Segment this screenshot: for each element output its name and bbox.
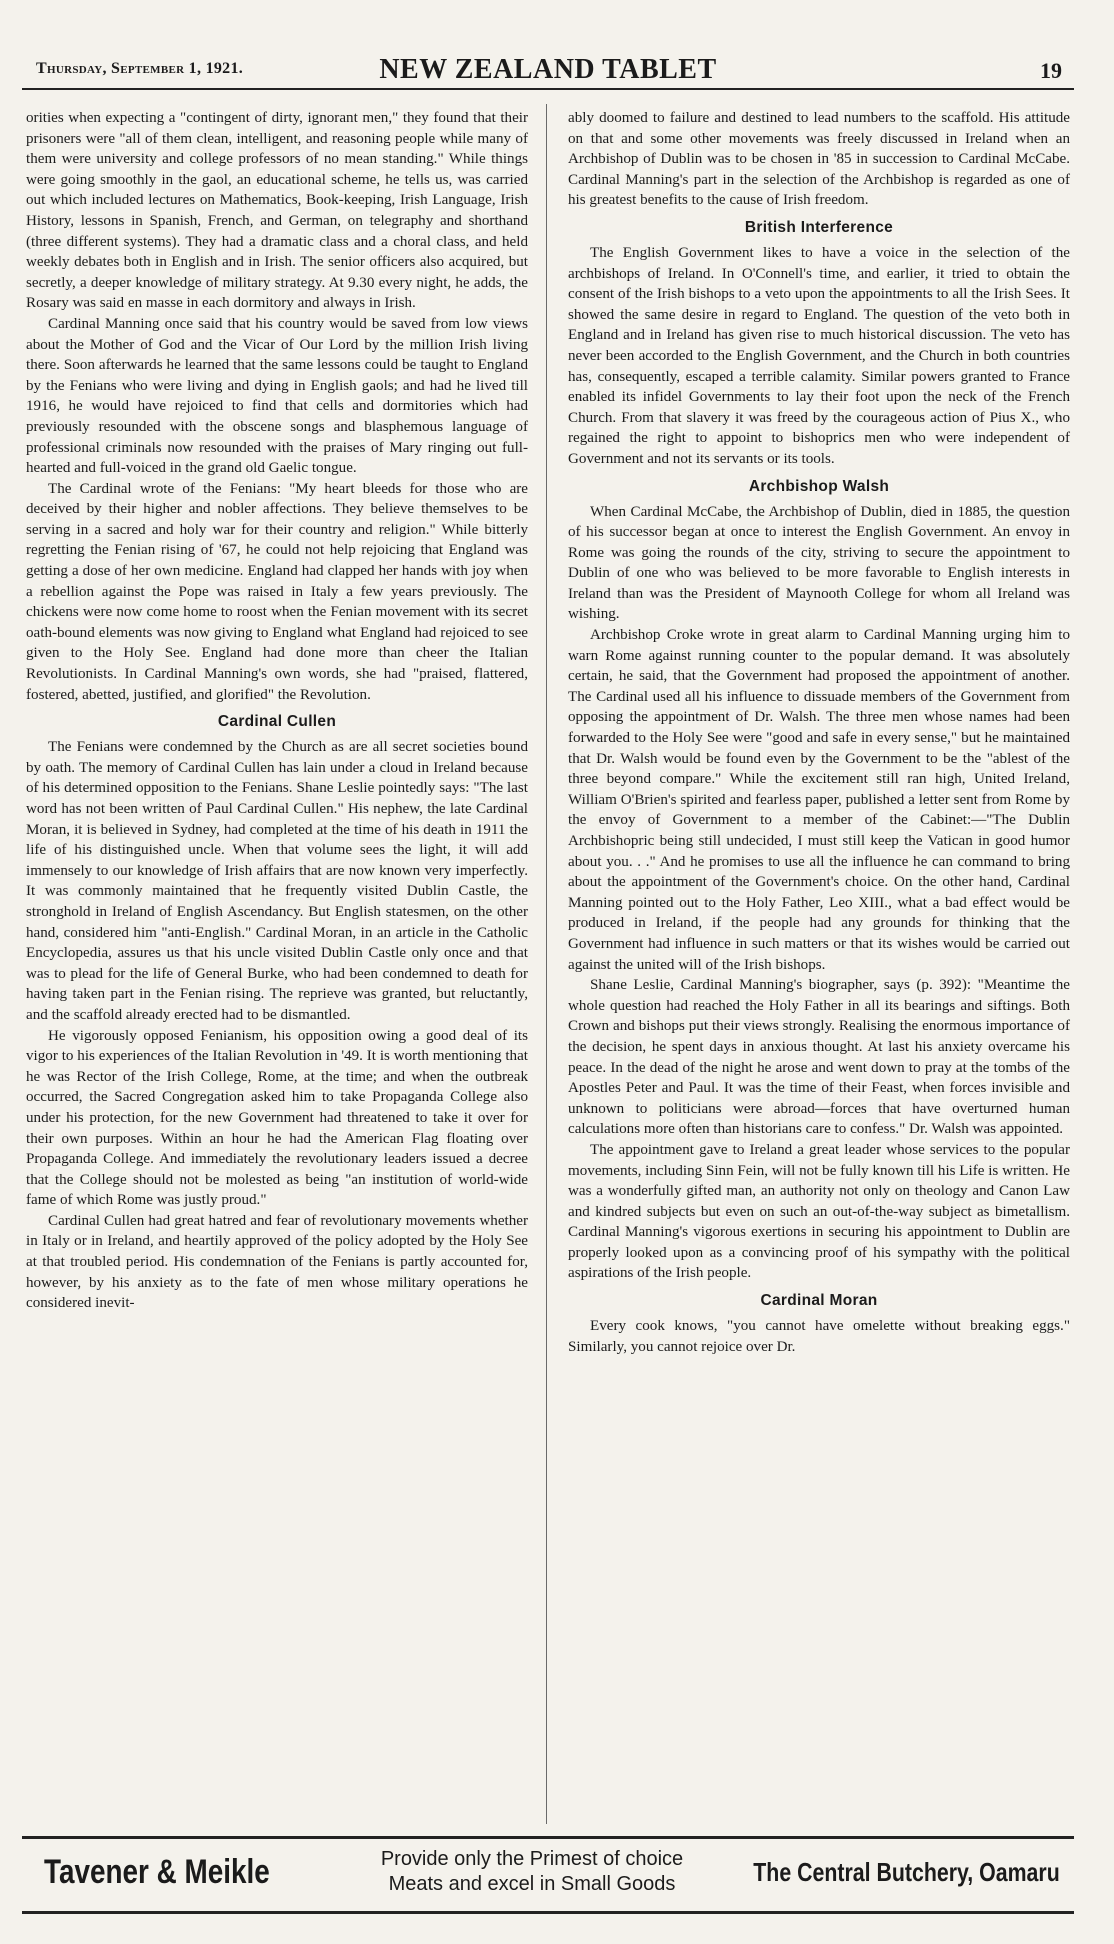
paragraph: Cardinal Manning once said that his country would be saved from low views about the Mother of God and the Vicar of Our Lord by the million Irish living there. Soon afterwards he learned that the same lessons could be taught to England by the Fenians who were living and dying in English gaols; and had he lived till 1916, he would have rejoiced to find that cells and dormitories which had previously resounded with the obscene songs and blasphemous language of professional criminals now resounded with the praises of Mary ringing out full-hearted and full-voiced in the grand old Gaelic tongue. bbox=[26, 315, 528, 477]
masthead bbox=[22, 54, 1074, 90]
section-heading-archbishop-walsh: Archbishop Walsh bbox=[748, 477, 890, 495]
paragraph: The Cardinal wrote of the Fenians: "My heart bleeds for those who are deceived by their higher and nobler affections. They believe themselves to be serving in a sacred and holy war for their country and religion." While bitterly regretting the Fenian rising of '67, he could not help rejoicing that England was getting a dose of her own medicine. England had clapped her hands with joy when a rebellion against the Pope was raised in Italy a few years previously. The chickens were now come home to roost when the Fenian movement with its secret oath-bound elements was now giving to England what England had rejoiced to see given to the Holy See. England had done more than cheer the Italian Revolutionists. In Cardinal Manning's own words, she had "praised, flattered, fostered, abetted, justified, and glorified" the Revolution. bbox=[26, 480, 528, 703]
paragraph: ably doomed to failure and destined to lead numbers to the scaffold. His attitude on that and some other movements was freely discussed in Ireland when an Archbishop of Dublin was to be chosen in '85 in succession to Cardinal McCabe. Cardinal Manning's part in the selection of the Archbishop is regarded as one of his greatest benefits to the cause of Irish freedom. bbox=[568, 110, 1070, 209]
issue-date: Thursday, September 1, 1921. bbox=[36, 60, 244, 77]
advertiser-name: Tavener & Meikle bbox=[44, 1853, 270, 1891]
slogan-line-1: Provide only the Primest of choice bbox=[380, 1848, 684, 1870]
section-heading-cardinal-cullen: Cardinal Cullen bbox=[217, 713, 337, 731]
paragraph: Archbishop Croke wrote in great alarm to Cardinal Manning urging him to warn Rome against running counter to the popular demand. It was absolutely certain, he said, that the Government had proposed the appointment of another. The Cardinal used all his influence to dissuade members of the Government from opposing the appointment of Dr. Walsh. The three men whose names had been forwarded to the Holy See were "good and safe in every sense," but he maintained that Dr. Walsh would be found even by the Government to be the "ablest of the three beyond compare." While the excitement still ran high, United Ireland, William O'Brien's spirited and fearless paper, published a letter sent from Rome by the envoy of Government to a member of the Cabinet:—"The Dublin Archbishopric being still undecided, I must still keep the Vatican in good humor about you. . ." And he promises to use all the influence he can command to bring about the appointment of the Government's choice. On the other hand, Cardinal Manning pointed out to the Holy Father, Leo XIII., what a bad effect would be produced in Ireland, if the people had any grounds for thinking that the Government had influence in such matters or that its wishes would be carried out against the united will of the Irish bishops. bbox=[568, 627, 1070, 973]
slogan-line-2: Meats and excel in Small Goods bbox=[388, 1873, 676, 1895]
advertisement-banner bbox=[22, 1836, 1074, 1914]
section-heading-british-interference: British Interference bbox=[744, 218, 894, 236]
paragraph: Every cook knows, "you cannot have omelette without breaking eggs." Similarly, you cannot rejoice over Dr. bbox=[568, 1318, 1070, 1355]
left-column bbox=[26, 108, 528, 1314]
page-number: 19 bbox=[1040, 58, 1062, 83]
paragraph: Shane Leslie, Cardinal Manning's biographer, says (p. 392): "Meantime the whole question had reached the Holy Father in all its bearings and siftings. Both Crown and bishops put their views strongly. Realising the enormous importance of the decision, he spent days in anxious thought. At last his anxiety overcame his peace. In the dead of the night he arose and went down to pray at the tombs of the Apostles Peter and Paul. It was the time of their Feast, when forces invisible and unknown to politicians were abroad—forces that have overturned human calculations more often than historians care to confess." Dr. Walsh was appointed. bbox=[568, 977, 1070, 1138]
section-heading-cardinal-moran: Cardinal Moran bbox=[760, 1292, 878, 1310]
paragraph: The appointment gave to Ireland a great leader whose services to the popular movements, including Sinn Fein, will not be fully known till his Life is written. He was a wonderfully gifted man, an authority not only on theology and Canon Law and kindred subjects but even on such an out-of-the-way subject as bimetallism. Cardinal Manning's vigorous exertions in securing his appointment to Dublin are properly looked upon as a convincing proof of his sympathy with the political aspirations of the Irish people. bbox=[568, 1141, 1070, 1282]
paragraph: orities when expecting a "contingent of dirty, ignorant men," they found that their prisoners were "all of them clean, intelligent, and reasoning people while many of them were university and college professors of no mean standing." While things were going smoothly in the gaol, an educational scheme, he tells us, was carried out which included lectures on Mathematics, Book-keeping, Irish Language, Irish History, lessons in Spanish, French, and German, on telegraphy and shorthand (three different systems). They had a dramatic class and a choral class, and held weekly debates both in English and in Irish. The senior officers also acquired, but secretly, a deeper knowledge of military strategy. At 9.30 every night, he adds, the Rosary was said en masse in each dormitory and always in Irish. bbox=[26, 110, 528, 312]
column-divider bbox=[546, 104, 547, 1824]
paragraph: When Cardinal McCabe, the Archbishop of Dublin, died in 1885, the question of his successor began at once to interest the English Government. An envoy in Rome was going the rounds of the city, striving to secure the appointment to Dublin of one who was believed to be more favorable to English interests in Ireland than was the President of Maynooth College for whom all Ireland was wishing. bbox=[568, 503, 1070, 623]
right-column bbox=[568, 108, 1070, 1357]
advertisement-slogan bbox=[372, 1847, 692, 1897]
newspaper-title: NEW ZEALAND TABLET bbox=[379, 54, 717, 85]
paragraph: Cardinal Cullen had great hatred and fear of revolutionary movements whether in Italy or in Ireland, and heartily approved of the policy adopted by the Holy See at that troubled period. His condemnation of the Fenians is partly accounted for, however, by his anxiety as to the fate of men whose military operations he considered inevit- bbox=[26, 1212, 528, 1312]
paragraph: The English Government likes to have a voice in the selection of the archbishops of Ireland. In O'Connell's time, and earlier, it tried to obtain the consent of the Irish bishops to a veto upon the appointments to all the Irish Sees. It showed the same desire in regard to England. The question of the veto both in England and in Ireland has given rise to much historical discussion. The veto has never been accorded to the English Government, and the Church in both countries has, consequently, escaped a terrible calamity. Similar powers granted to France enabled its infidel Governments to lay their foot upon the neck of the French Church. From that slavery it was freed by the courageous action of Pius X., who regained the right to appoint to bishoprics men who were independent of Government and not its servants or its tools. bbox=[568, 244, 1070, 467]
paragraph: The Fenians were condemned by the Church as are all secret societies bound by oath. The memory of Cardinal Cullen has lain under a cloud in Ireland because of his determined opposition to the Fenians. Shane Leslie pointedly says: "The last word has not been written of Paul Cardinal Cullen." His nephew, the late Cardinal Moran, it is believed in Sydney, had completed at the time of his death in 1911 the life of his distinguished uncle. When that volume sees the light, it will add immensely to our knowledge of Irish affairs that are now known very imperfectly. It was commonly maintained that he frequently visited Dublin Castle, the stronghold in Ireland of English Ascendancy. But English statesmen, on the other hand, considered him "anti-English." Cardinal Moran, in an article in the Catholic Encyclopedia, assures us that his uncle visited Dublin Castle only once and that was to plead for the life of General Burke, who had been condemned to death for having taken part in the Fenian rising. The reprieve was granted, but reluctantly, and the scaffold already erected had to be dismantled. bbox=[26, 739, 528, 1023]
advertiser-shop: The Central Butchery, Oamaru bbox=[753, 1857, 1060, 1887]
paragraph: He vigorously opposed Fenianism, his opposition owing a good deal of its vigor to his experiences of the Italian Revolution in '49. It is worth mentioning that he was Rector of the Irish College, Rome, at the time; and when the outbreak occurred, the Sacred Congregation asked him to take Propaganda College also under his protection, for the new Government had threatened to take it over for their own purposes. Within an hour he had the American Flag floating over Propaganda College. And immediately the revolutionary leaders issued a decree that the College should not be molested as being "an institution of world-wide fame of which Rome was justly proud." bbox=[26, 1027, 528, 1209]
